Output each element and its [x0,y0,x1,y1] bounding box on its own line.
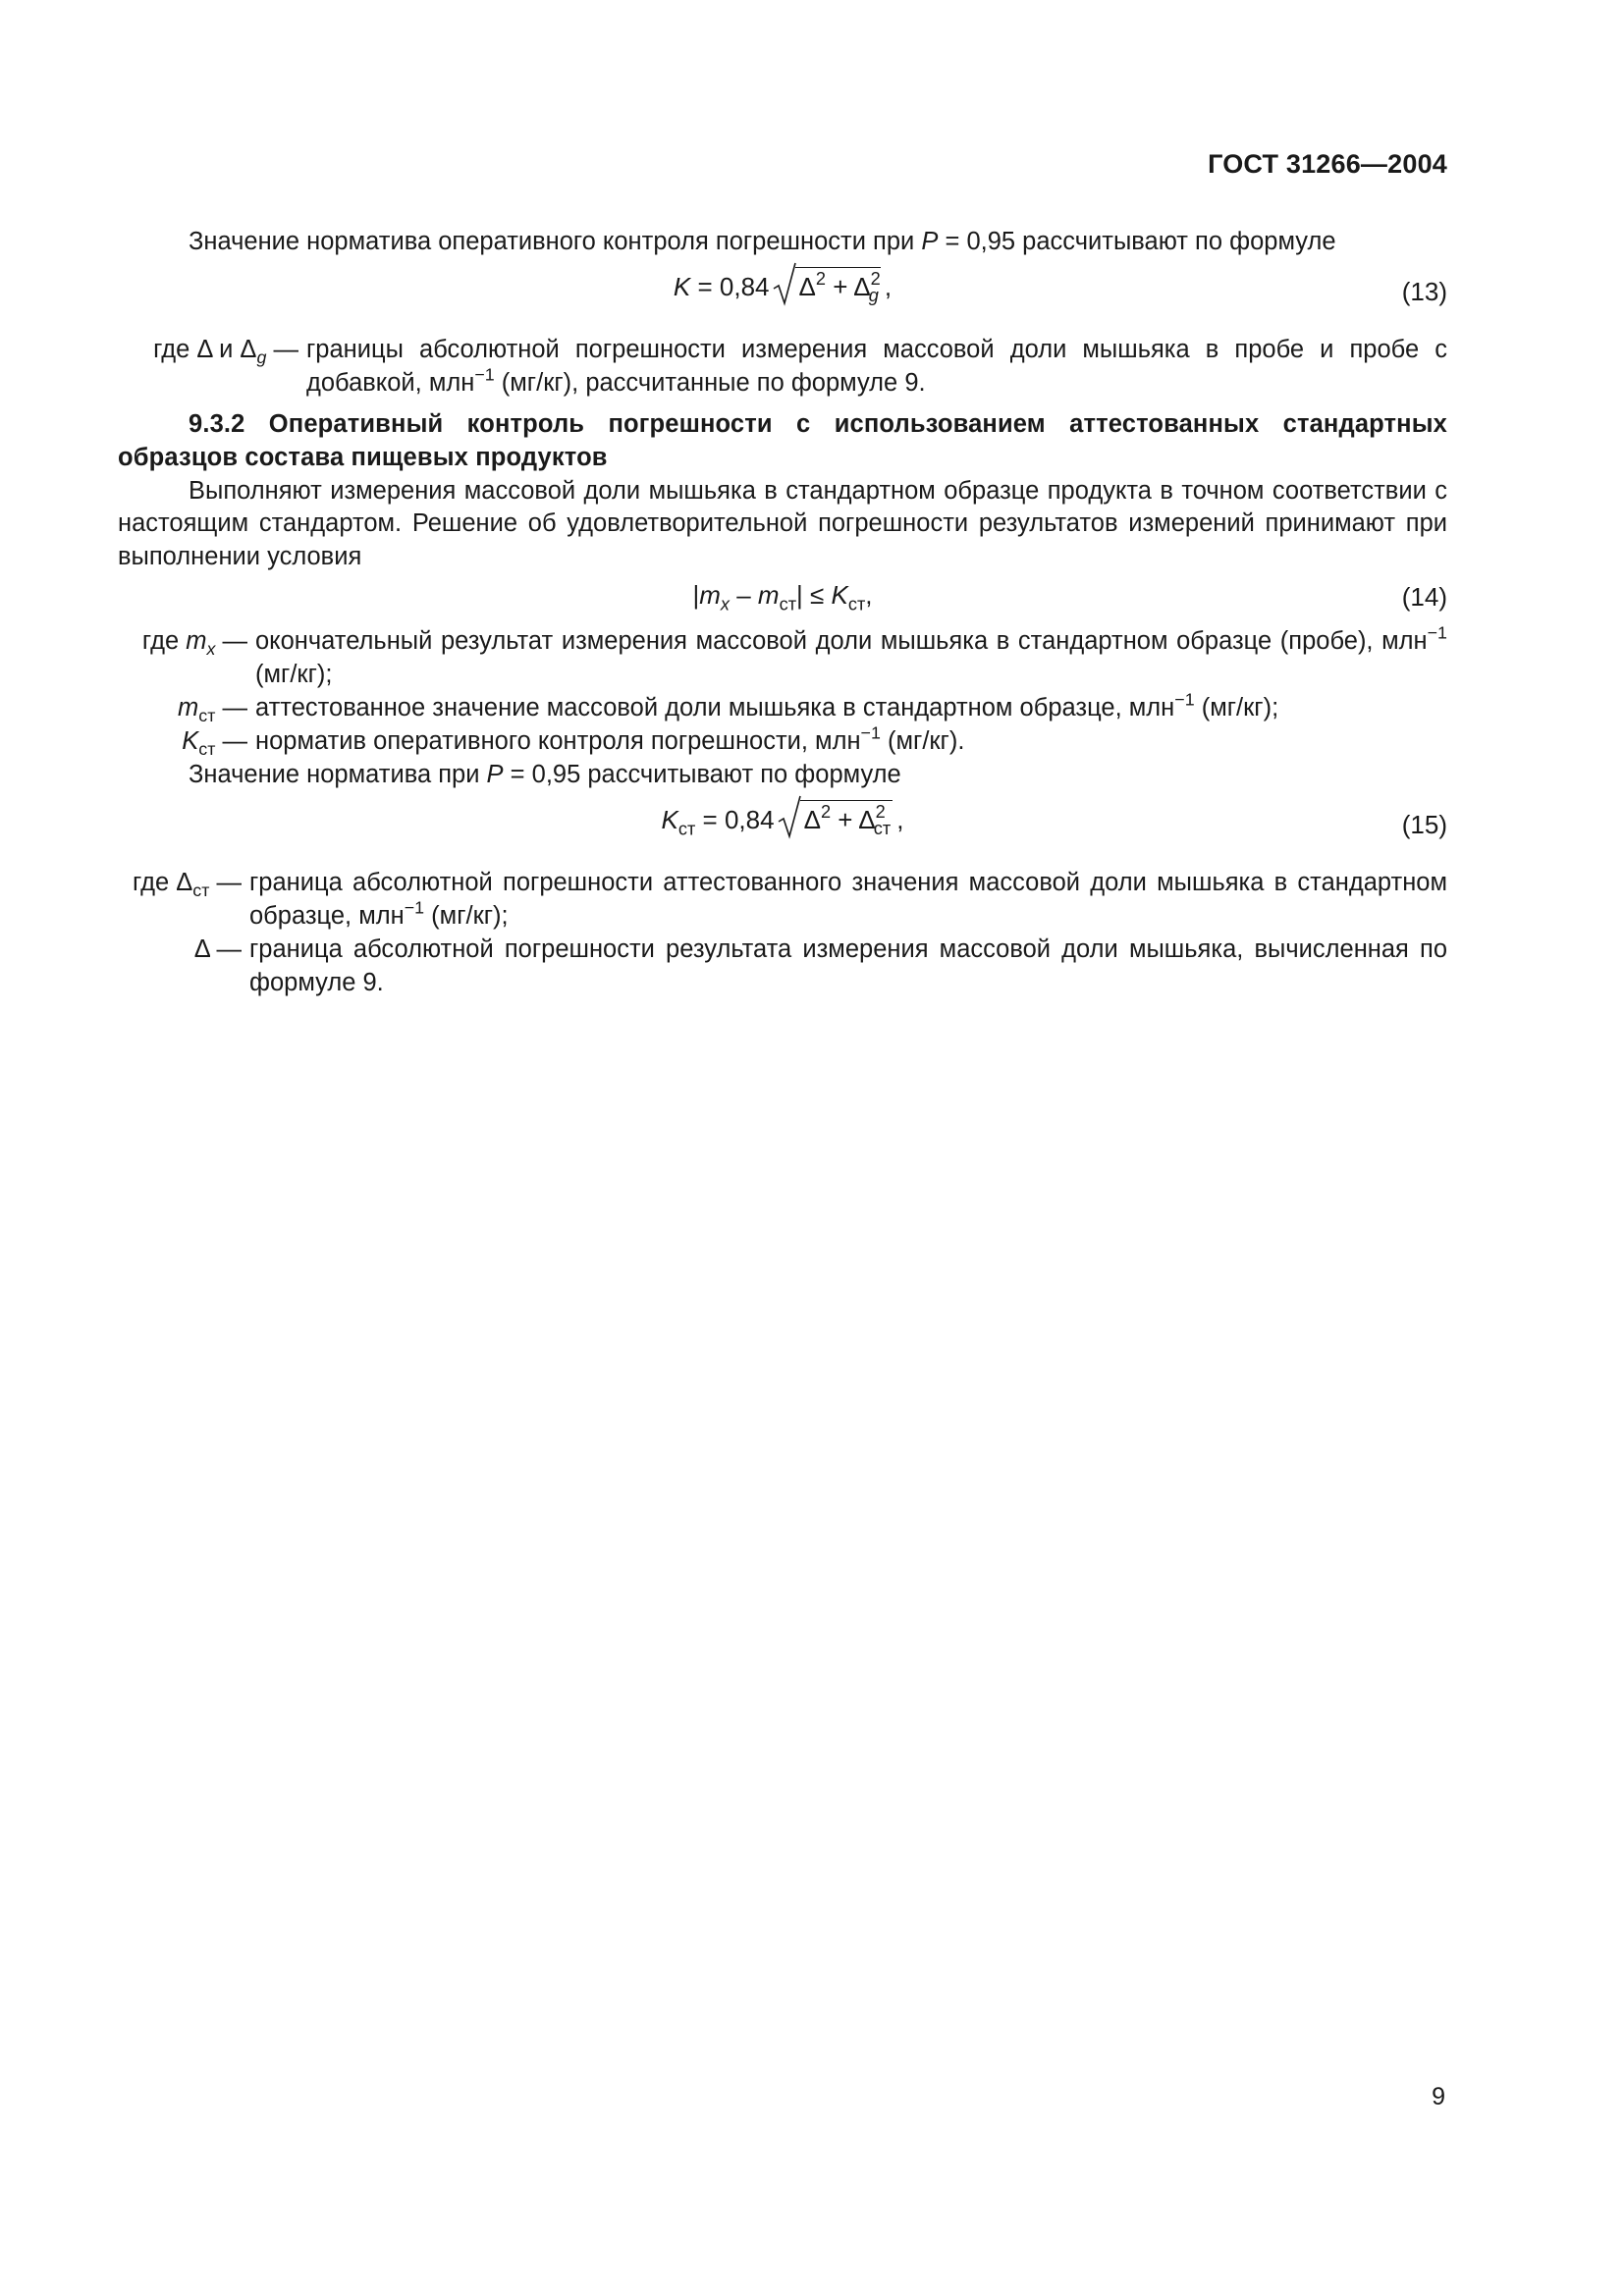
formula-symbol: K [182,726,199,755]
definition-formula-13 [118,334,1447,400]
exponent: 2 [870,269,881,289]
definition-delta [118,934,1447,1000]
definition-prefix: где Δ и Δ [153,335,257,363]
paragraph-text: Значение норматива при [189,760,480,788]
definition-text-part: (мг/кг); [424,901,509,930]
paragraph-text: Значение норматива оперативного контроля погрешности при [189,228,915,255]
exponent: 2 [875,801,886,822]
minus-sign: – [730,580,758,611]
definition-symbol [118,934,249,1000]
formula-symbol-k: K [673,271,691,301]
radicand [800,800,893,837]
definition-symbol [118,334,306,400]
definition-k-st [118,722,1447,760]
definition-text-part: норматив оперативного контроля погрешности, млн [255,726,861,755]
definition-prefix: Δ [193,934,210,963]
subscript: x [206,639,216,660]
subscript: ст [198,706,216,726]
definition-symbol [118,625,255,692]
formula-symbol: m [186,627,207,656]
definition-text-part: граница абсолютной погрешности аттестованного значения массовой доли мышьяка в стандартном образце, млн [249,868,1447,930]
section-heading-9-3-2: 9.3.2 Оперативный контроль погрешности с использованием аттестованных стандартных образцов состава пищевых продуктов [118,409,1447,471]
dash: — [266,335,298,363]
subscript: g [868,286,879,306]
exponent: 2 [820,801,832,822]
subscript: ст [779,594,797,614]
subscript: ст [847,594,866,614]
definition-text-part: (мг/кг); [255,661,333,689]
definition-text [255,689,1447,725]
delta-symbol: Δ [798,271,816,301]
inequality: | ≤ [796,580,832,611]
superscript: −1 [860,722,881,743]
plus-sign: + [831,804,859,834]
definition-text-part: (мг/кг); [1194,694,1279,722]
formula-13-number: (13) [1401,276,1447,306]
sqrt-icon [777,800,897,837]
definition-text [255,722,1447,759]
paragraph-text-tail: = 0,95 рассчитывают по формуле [945,228,1336,255]
delta-symbol: Δ [858,804,876,834]
delta-symbol: Δ [803,804,821,834]
dash: — [216,868,242,896]
superscript: −1 [404,896,425,917]
subscript: g [256,347,267,368]
formula-14-expression [118,578,1447,613]
definition-text-part: аттестованное значение массовой доли мышьяка в стандартном образце, млн [255,694,1175,722]
page-number: 9 [1432,2083,1445,2110]
subscript: ст [677,819,696,839]
definition-text-part: граница абсолютной погрешности результата измерения массовой доли мышьяка, вычисленная по формуле 9. [249,934,1447,996]
definition-text-part: (мг/кг). [880,726,965,755]
superscript: −1 [1427,622,1447,643]
definition-m-st [118,689,1447,726]
formula-15 [118,794,1447,865]
radicand [795,267,881,304]
probability-symbol: P [921,228,939,255]
definition-text-part: (мг/кг), рассчитанные по формуле 9. [494,368,926,397]
formula-coefficient: = 0,84 [695,804,775,834]
subscript: ст [198,739,216,760]
definition-text [249,867,1447,934]
definition-prefix: где Δ [132,868,193,896]
formula-13 [118,261,1447,332]
definition-text [255,622,1447,692]
dash: — [222,627,247,656]
probability-symbol: P [486,760,504,788]
formula-symbol: m [178,694,199,722]
definition-symbol [118,692,255,725]
delta-symbol: Δ [853,271,871,301]
definition-text [306,334,1447,400]
formula-symbol-k: K [661,804,678,834]
subscript: ст [873,819,892,839]
definition-symbol [118,867,249,934]
formula-symbol-m: m [699,580,721,611]
definition-text [249,934,1447,1000]
dash: — [222,694,247,722]
plus-sign: + [826,271,854,301]
formula-15-expression [118,800,1447,837]
formula-symbol-m: m [757,580,780,611]
formula-14-number: (14) [1401,582,1447,613]
comma: , [896,804,904,834]
definition-symbol [118,725,255,759]
definition-prefix: где [141,627,187,656]
paragraph-text-tail: = 0,95 рассчитывают по формуле [510,760,901,788]
definition-text-part: окончательный результат измерения массовой доли мышьяка в стандартном образце (пробе), млн [255,627,1428,656]
sqrt-icon [772,267,885,304]
paragraph-measurement: Выполняют измерения массовой доли мышьяка в стандартном образце продукта в точном соответствии с настоящим стандартом. Решение об удовлетворительной погрешности результатов измерений принимают при выполнении условия [118,476,1447,571]
abs-bar: | [692,580,700,611]
spacer [118,400,1447,408]
paragraph-formula-13-intro [118,226,1447,259]
subscript: ст [192,881,210,901]
superscript: −1 [474,364,495,385]
dash: — [222,726,247,755]
document-id-header: ГОСТ 31266—2004 [1208,149,1447,179]
formula-coefficient: = 0,84 [690,271,770,301]
subscript: x [720,594,730,614]
comma: , [865,580,873,611]
comma: , [884,271,893,301]
definition-text-part: границы абсолютной погрешности измерения массовой доли мышьяка в пробе и пробе с добавкой, млн [306,335,1447,397]
formula-15-number: (15) [1401,809,1447,839]
paragraph-formula-15-intro [118,759,1447,792]
page-body [118,226,1447,999]
dash: — [216,934,242,963]
definition-m-x [118,622,1447,692]
definition-delta-st [118,867,1447,934]
exponent: 2 [815,269,826,289]
formula-14 [118,576,1447,623]
formula-symbol-k: K [831,580,848,611]
formula-13-expression [118,267,1447,304]
superscript: −1 [1174,689,1195,710]
